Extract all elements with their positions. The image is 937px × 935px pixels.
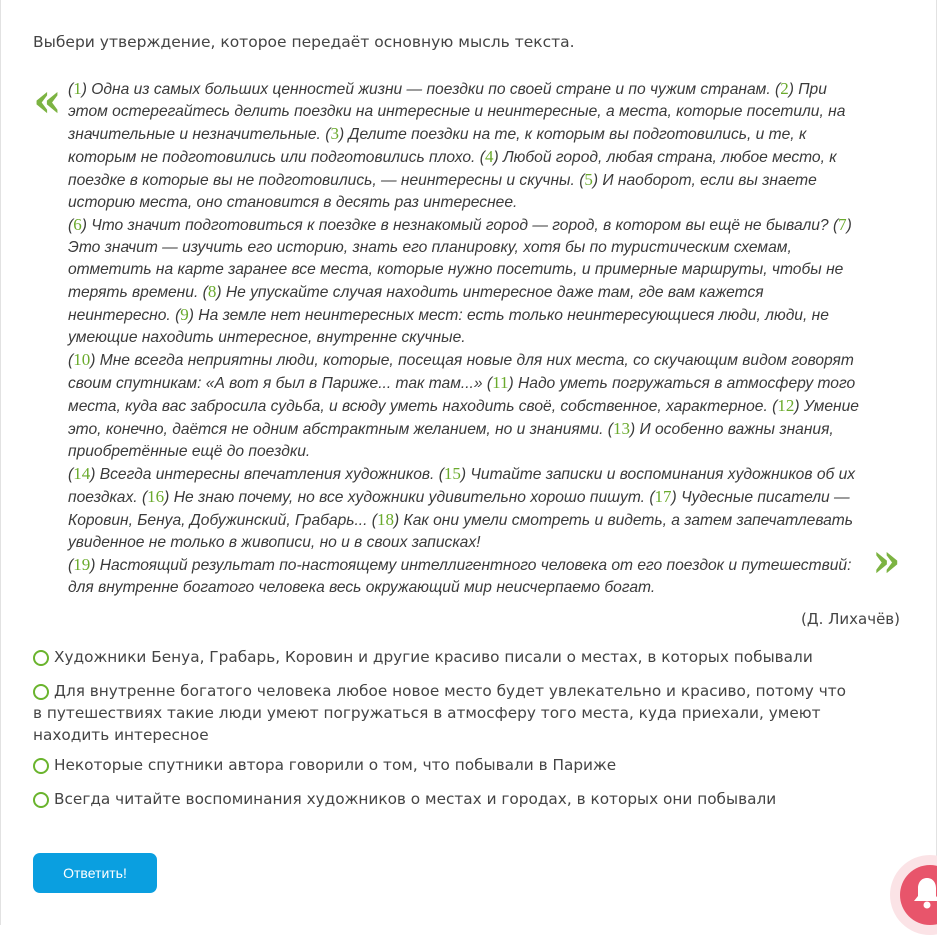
passage-sentence: (1) Одна из самых больших ценностей жизни — поездки по своей стране и по чужим странам. xyxy=(68,79,775,98)
answer-option-label: Для внутренне богатого человека любое новое место будет увлекательно и красиво, потому что в путешествиях такие люди умеют погружаться в атмосферу того места, куда приехали, умеют находить интересное xyxy=(33,682,847,744)
sentence-text: Всегда интересны впечатления художников. xyxy=(95,466,439,483)
sentence-text: Как они умели смотреть и видеть, а затем запечатлевать увиденное не только в живописи, но и в своих записках! xyxy=(68,512,853,551)
sentence-number: 13 xyxy=(612,419,630,438)
answer-option[interactable] xyxy=(33,754,853,776)
sentence-text: Не упускайте случая находить интересное даже там, где вам кажется неинтересно. xyxy=(68,284,764,324)
sentence-number: 8 xyxy=(207,282,217,301)
sentence-text: Мне всегда неприятны люди, которые, посещая новые для них места, со скучающим видом говорят своим спутникам: «А вот я был в Париже... так там...» xyxy=(68,352,854,392)
sentence-text: И особенно важны знания, приобретённые ещё до поездки. xyxy=(68,421,834,460)
radio-icon[interactable] xyxy=(33,650,49,666)
answer-option-label: Некоторые спутники автора говорили о том, что побывали в Париже xyxy=(54,756,617,774)
notification-button[interactable] xyxy=(900,865,937,925)
sentence-number: 15 xyxy=(443,464,461,483)
sentence-text: Надо уметь погружаться в атмосферу того места, куда вас забросила судьба, и всюду уметь находить своё, собственное, характерное. xyxy=(68,375,856,415)
passage-sentence: (14) Всегда интересны впечатления художников. xyxy=(68,464,439,483)
answer-options xyxy=(33,646,853,810)
passage-sentence: (4) Любой город, любая страна, любое место, к поездке в которые вы не подготовились, — неинтересны и скучны. xyxy=(68,147,837,189)
sentence-number: 10 xyxy=(73,350,91,369)
sentence-text: Это значит — изучить его историю, знать его планировку, хотя бы по туристическим схемам, отметить на карте заранее все места, которые нужно посетить, и примерные маршруты, чтобы не терять времени. xyxy=(68,239,844,301)
passage-sentence: (5) И наоборот, если вы знаете историю места, оно становится в десять раз интереснее. xyxy=(68,170,817,211)
sentence-text: Чудесные писатели — Коровин, Бенуа, Добужинский, Грабарь... xyxy=(68,489,850,529)
notification-bell-halo xyxy=(890,855,937,935)
sentence-number: 11 xyxy=(492,373,509,392)
sentence-text: Одна из самых больших ценностей жизни — поездки по своей стране и по чужим странам. xyxy=(86,81,775,98)
answer-option[interactable] xyxy=(33,788,853,810)
passage-sentence: (11) Надо уметь погружаться в атмосферу того места, куда вас забросила судьба, и всюду уметь находить своё, собственное, характерное. xyxy=(68,373,856,415)
passage-sentence: (8) Не упускайте случая находить интересное даже там, где вам кажется неинтересно. xyxy=(68,282,764,324)
passage-sentence: (7) Это значит — изучить его историю, знать его планировку, хотя бы по туристическим схемам, отметить на карте заранее все места, которые нужно посетить, и примерные маршруты, чтобы не терять времени. xyxy=(68,215,852,301)
answer-option[interactable] xyxy=(33,680,853,746)
passage-sentence: (9) На земле нет неинтересных мест: есть только неинтересующиеся люди, люди, не умеющие находить интересное, внутренне скучные. xyxy=(68,305,829,346)
passage-paragraph xyxy=(68,214,870,349)
bell-icon xyxy=(912,876,937,910)
passage-sentence: (17) Чудесные писатели — Коровин, Бенуа, Добужинский, Грабарь... xyxy=(68,487,850,529)
sentence-number: 16 xyxy=(147,487,165,506)
author-attribution: (Д. Лихачёв) xyxy=(801,610,900,628)
passage-paragraph xyxy=(68,463,870,554)
passage-sentence: (13) И особенно важны знания, приобретённые ещё до поездки. xyxy=(68,419,834,460)
passage-sentence: (18) Как они умели смотреть и видеть, а затем запечатлевать увиденное не только в живописи, но и в своих записках! xyxy=(68,510,853,551)
answer-option[interactable] xyxy=(33,646,853,668)
passage-paragraph xyxy=(68,349,870,463)
sentence-number: 6 xyxy=(73,215,82,234)
sentence-text: Не знаю почему, но все художники удивительно хорошо пишут. xyxy=(169,489,650,506)
sentence-number: 19 xyxy=(73,555,91,574)
radio-icon[interactable] xyxy=(33,792,49,808)
submit-answer-button[interactable]: Ответить! xyxy=(33,853,157,893)
passage-sentence: (16) Не знаю почему, но все художники удивительно хорошо пишут. xyxy=(141,487,650,506)
sentence-text: Настоящий результат по-настоящему интеллигентного человека от его поездок и путешествий: для внутренне богатого человека весь окружающий мир неисчерпаемо богат. xyxy=(68,557,852,596)
sentence-number: 12 xyxy=(777,396,795,415)
passage-sentence: (10) Мне всегда неприятны люди, которые, посещая новые для них места, со скучающим видом говорят своим спутникам: «А вот я был в Париже... так там...» xyxy=(68,350,854,392)
answer-option-label: Художники Бенуа, Грабарь, Коровин и другие красиво писали о местах, в которых побывали xyxy=(54,648,813,666)
passage-sentence: (6) Что значит подготовиться к поездке в незнакомый город — город, в котором вы ещё не бывали? xyxy=(68,215,833,234)
sentence-text: Любой город, любая страна, любое место, к поездке в которые вы не подготовились, — неинтересны и скучны. xyxy=(68,149,837,189)
radio-icon[interactable] xyxy=(33,758,49,774)
passage-paragraph xyxy=(68,554,870,599)
sentence-text: Умение это, конечно, даётся не одним абстрактным желанием, но и знаниями. xyxy=(68,398,859,438)
passage-text xyxy=(68,78,870,599)
passage-sentence: (3) Делите поездки на те, к которым вы подготовились, и те, к которым не подготовились или подготовились плохо. xyxy=(68,124,807,166)
sentence-number: 5 xyxy=(584,170,593,189)
sentence-text: Что значит подготовиться к поездке в незнакомый город — город, в котором вы ещё не бывали? xyxy=(86,217,833,234)
sentence-text: Читайте записки и воспоминания художников об их поездках. xyxy=(68,466,856,506)
close-quote-mark: » xyxy=(872,533,901,587)
frame-left-border xyxy=(0,0,1,925)
passage-paragraph xyxy=(68,78,870,214)
sentence-text: Делите поездки на те, к которым вы подготовились, и те, к которым не подготовились или подготовились плохо. xyxy=(68,126,807,166)
passage-sentence: (19) Настоящий результат по-настоящему интеллигентного человека от его поездок и путешествий: для внутренне богатого человека весь окружающий мир неисчерпаемо богат. xyxy=(68,555,852,596)
open-quote-mark: « xyxy=(33,73,62,127)
sentence-number: 17 xyxy=(654,487,672,506)
passage-sentence: (15) Читайте записки и воспоминания художников об их поездках. xyxy=(68,464,856,506)
radio-icon[interactable] xyxy=(33,684,49,700)
question-text: Выбери утверждение, которое передаёт основную мысль текста. xyxy=(33,33,575,51)
sentence-number: 9 xyxy=(180,305,189,324)
sentence-number: 7 xyxy=(838,215,847,234)
answer-option-label: Всегда читайте воспоминания художников о местах и городах, в которых они побывали xyxy=(54,790,777,808)
passage-sentence: (2) При этом остерегайтесь делить поездки на интересные и неинтересные, а места, которые посетили, на значительные и незначительные. xyxy=(68,79,846,143)
sentence-number: 14 xyxy=(73,464,91,483)
sentence-text: На земле нет неинтересных мест: есть только неинтересующиеся люди, люди, не умеющие находить интересное, внутренне скучные. xyxy=(68,307,829,346)
sentence-number: 1 xyxy=(73,79,82,98)
sentence-number: 2 xyxy=(780,79,789,98)
sentence-text: И наоборот, если вы знаете историю места, оно становится в десять раз интереснее. xyxy=(68,172,817,211)
passage-sentence: (12) Умение это, конечно, даётся не одним абстрактным желанием, но и знаниями. xyxy=(68,396,859,438)
sentence-text: При этом остерегайтесь делить поездки на интересные и неинтересные, а места, которые посетили, на значительные и незначительные. xyxy=(68,81,846,143)
sentence-number: 18 xyxy=(377,510,394,529)
sentence-number: 4 xyxy=(484,147,494,166)
sentence-number: 3 xyxy=(330,124,339,143)
